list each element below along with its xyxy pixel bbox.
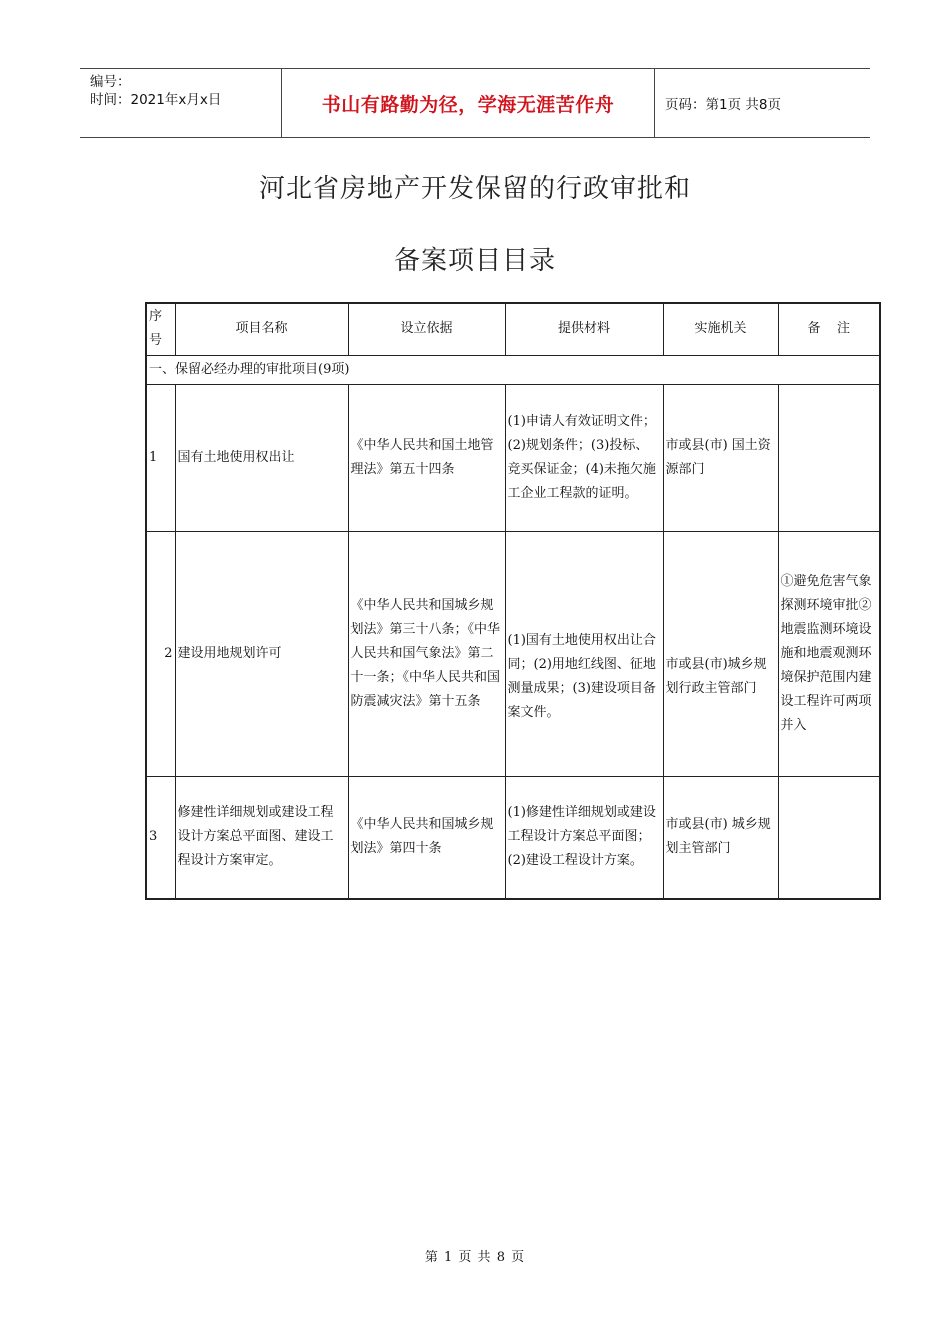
header-agency: 实施机关 <box>663 303 778 355</box>
page-footer: 第 1 页 共 8 页 <box>424 1250 526 1265</box>
row-seq: 3 <box>146 776 175 899</box>
row-seq: 2 <box>146 531 175 776</box>
row-item-name: 建设用地规划许可 <box>175 531 348 776</box>
table-row <box>146 776 880 899</box>
header-seq: 序 号 <box>146 303 175 355</box>
row-item-name: 修建性详细规划或建设工程设计方案总平面图、建设工程设计方案审定。 <box>175 776 348 899</box>
row-seq: 1 <box>146 384 175 531</box>
document-title-line1: 河北省房地产开发保留的行政审批和 <box>258 174 691 204</box>
row-basis: 《中华人民共和国城乡规划法》第三十八条；《中华人民共和国气象法》第二十一条；《中华人民共和国防震减灾法》第十五条 <box>348 531 505 776</box>
row-agency: 市或县(市) 城乡规划主管部门 <box>663 776 778 899</box>
table-header-row <box>146 303 880 355</box>
row-materials: (1)国有土地使用权出让合同；(2)用地红线图、征地测量成果；(3)建设项目备案文件。 <box>505 531 663 776</box>
table-row <box>146 531 880 776</box>
header-remark: 备 注 <box>778 303 880 355</box>
row-remark <box>778 384 880 531</box>
approval-items-table <box>145 302 881 900</box>
page-header <box>80 68 870 138</box>
document-title-line2: 备案项目目录 <box>393 246 556 276</box>
row-remark: ①避免危害气象探测环境审批②地震监测环境设施和地震观测环境保护范围内建设工程许可两项并入 <box>778 531 880 776</box>
header-item-name: 项目名称 <box>175 303 348 355</box>
document-number-label: 编号： <box>90 74 131 90</box>
row-agency: 市或县(市)城乡规划行政主管部门 <box>663 531 778 776</box>
header-slogan: 书山有路勤为径，学海无涯苦作舟 <box>281 69 655 137</box>
row-remark <box>778 776 880 899</box>
header-basis: 设立依据 <box>348 303 505 355</box>
document-date: 时间：2021年x月x日 <box>90 92 222 108</box>
row-materials: (1)修建性详细规划或建设工程设计方案总平面图；(2)建设工程设计方案。 <box>505 776 663 899</box>
row-materials: (1)申请人有效证明文件；(2)规划条件；(3)投标、竞买保证金；(4)未拖欠施工企业工程款的证明。 <box>505 384 663 531</box>
row-agency: 市或县(市) 国土资源部门 <box>663 384 778 531</box>
row-basis: 《中华人民共和国城乡规划法》第四十条 <box>348 776 505 899</box>
section-title: 一、保留必经办理的审批项目(9项) <box>146 355 880 384</box>
section-row <box>146 355 880 384</box>
row-item-name: 国有土地使用权出让 <box>175 384 348 531</box>
table-row <box>146 384 880 531</box>
header-materials: 提供材料 <box>505 303 663 355</box>
header-page-number: 页码：第1页 共8页 <box>665 97 781 113</box>
header-meta <box>80 69 280 137</box>
row-basis: 《中华人民共和国土地管理法》第五十四条 <box>348 384 505 531</box>
